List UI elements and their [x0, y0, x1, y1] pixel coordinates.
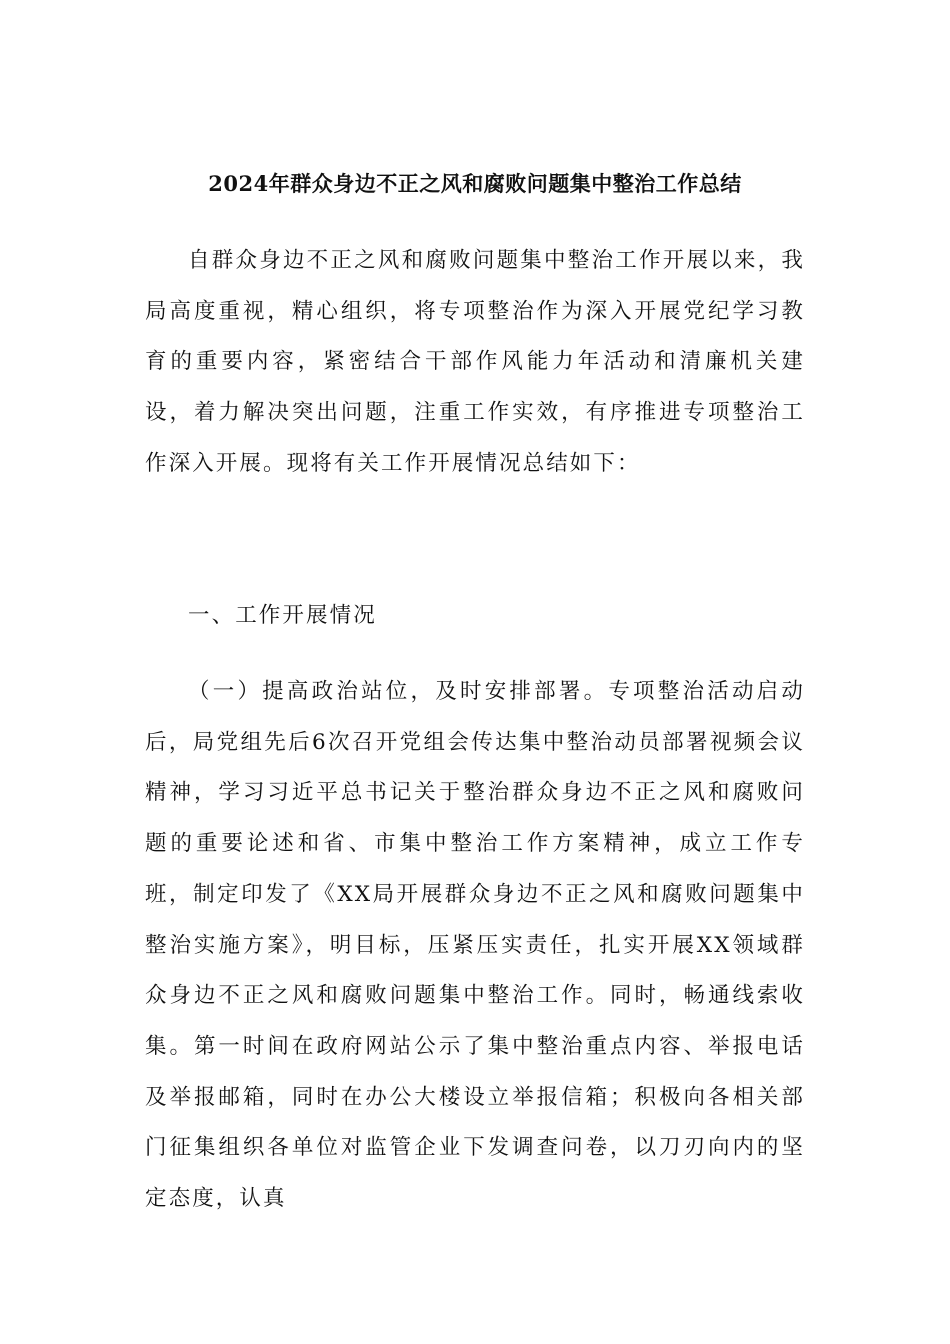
section-heading: 一、工作开展情况: [188, 603, 377, 628]
document-title: 2024年群众身边不正之风和腐败问题集中整治工作总结: [208, 171, 742, 197]
section-paragraph: （一）提高政治站位，及时安排部署。专项整治活动启动后，局党组先后6次召开党组会传达集中整治动员部署视频会议精神，学习习近平总书记关于整治群众身边不正之风和腐败问题的重要论述和省、市集中整治工作方案精神，成立工作专班，制定印发了《XX局开展群众身边不正之风和腐败问题集中整治实施方案》，明目标，压紧压实责任，扎实开展XX领域群众身边不正之风和腐败问题集中整治工作。同时，畅通线索收集。第一时间在政府网站公示了集中整治重点内容、举报电话及举报邮箱，同时在办公大楼设立举报信箱；积极向各相关部门征集组织各单位对监管企业下发调查问卷，以刀刃向内的坚定态度，认真: [145, 679, 805, 1212]
intro-paragraph: 自群众身边不正之风和腐败问题集中整治工作开展以来，我局高度重视，精心组织，将专项整治作为深入开展党纪学习教育的重要内容，紧密结合干部作风能力年活动和清廉机关建设，着力解决突出问题，注重工作实效，有序推进专项整治工作深入开展。现将有关工作开展情况总结如下：: [145, 248, 805, 476]
